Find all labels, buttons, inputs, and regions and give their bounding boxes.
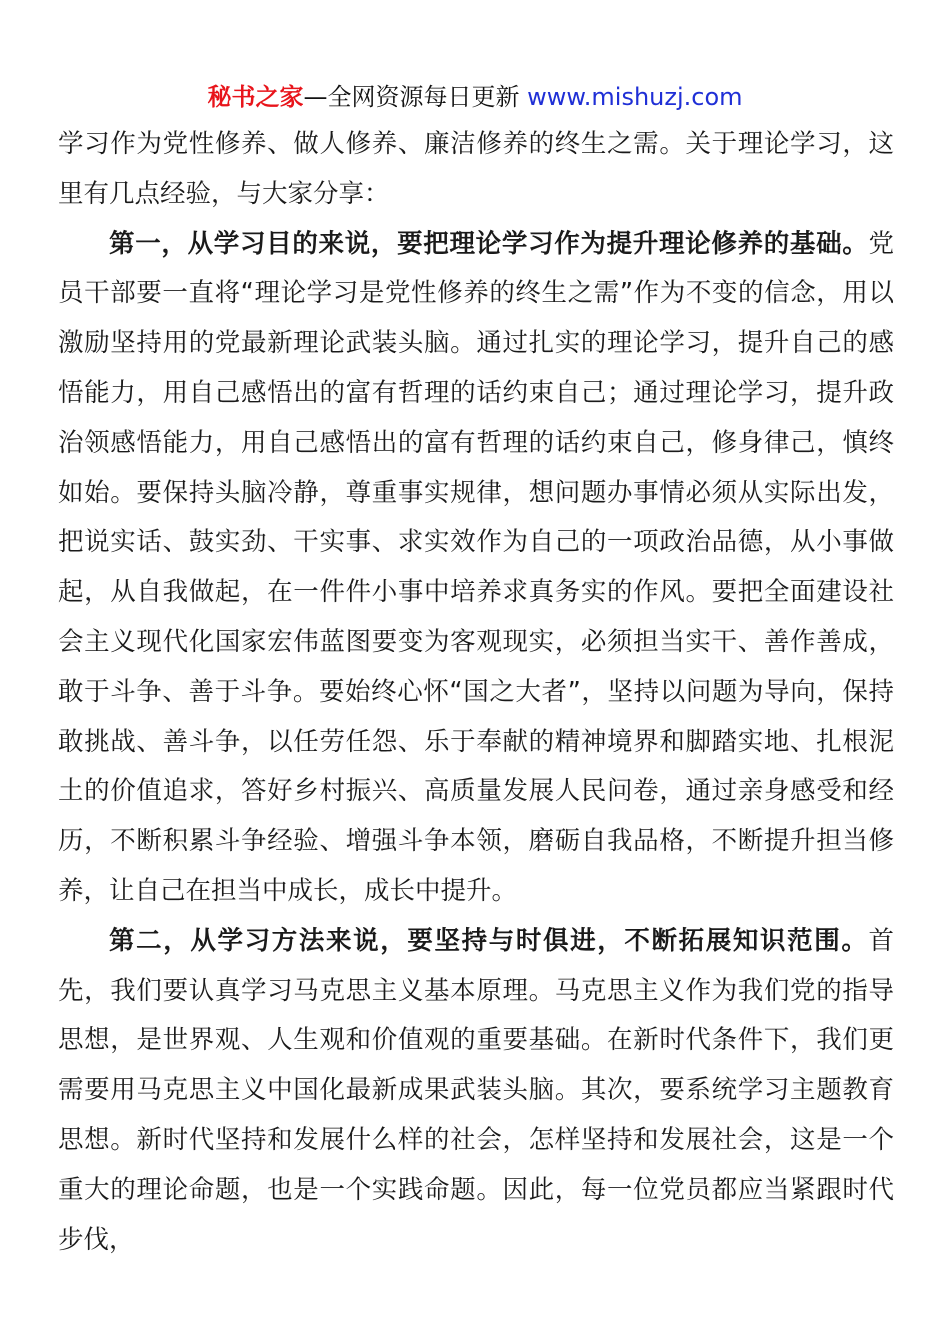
document-body bbox=[58, 120, 894, 1265]
brand-name: 秘书之家 bbox=[207, 83, 304, 111]
paragraph-text: 首先，我们要认真学习马克思主义基本原理。马克思主义作为我们党的指导思想，是世界观、人生观和价值观的重要基础。在新时代条件下，我们更需要用马克思主义中国化最新成果武装头脑。其次，要系统学习主题教育思想。新时代坚持和发展什么样的社会，怎样坚持和发展社会，这是一个重大的理论命题，也是一个实践命题。因此，每一位党员都应当紧跟时代步伐， bbox=[58, 925, 894, 1255]
paragraph-continuation bbox=[58, 120, 894, 220]
page-header bbox=[0, 80, 950, 114]
paragraph-heading: 第二，从学习方法来说，要坚持与时俱进，不断拓展知识范围。 bbox=[109, 925, 869, 956]
paragraph-text: 党员干部要一直将“理论学习是党性修养的终生之需”作为不变的信念，用以激励坚持用的党最新理论武装头脑。通过扎实的理论学习，提升自己的感悟能力，用自己感悟出的富有哲理的话约束自己；通过理论学习，提升政治领感悟能力，用自己感悟出的富有哲理的话约束自己，修身律己，慎终如始。要保持头脑冷静，尊重事实规律，想问题办事情必须从实际出发，把说实话、鼓实劲、干实事、求实效作为自己的一项政治品德，从小事做起，从自我做起，在一件件小事中培养求真务实的作风。要把全面建设社会主义现代化国家宏伟蓝图要变为客观现实，必须担当实干、善作善成，敢于斗争、善于斗争。要始终心怀“国之大者”，坚持以问题为导向，保持敢挑战、善斗争，以任劳任怨、乐于奉献的精神境界和脚踏实地、扎根泥土的价值追求，答好乡村振兴、高质量发展人民问卷，通过亲身感受和经历，不断积累斗争经验、增强斗争本领，磨砺自我品格，不断提升担当修养，让自己在担当中成长，成长中提升。 bbox=[58, 228, 894, 906]
paragraph-second-point bbox=[58, 917, 894, 1266]
paragraph-heading: 第一，从学习目的来说，要把理论学习作为提升理论修养的基础。 bbox=[109, 228, 869, 259]
site-link[interactable]: www.mishuzj.com bbox=[527, 83, 743, 111]
paragraph-first-point bbox=[58, 220, 894, 917]
paragraph-text: 学习作为党性修养、做人修养、廉洁修养的终生之需。关于理论学习，这里有几点经验，与大家分享： bbox=[58, 129, 894, 209]
header-tagline: —全网资源每日更新 bbox=[303, 83, 520, 111]
